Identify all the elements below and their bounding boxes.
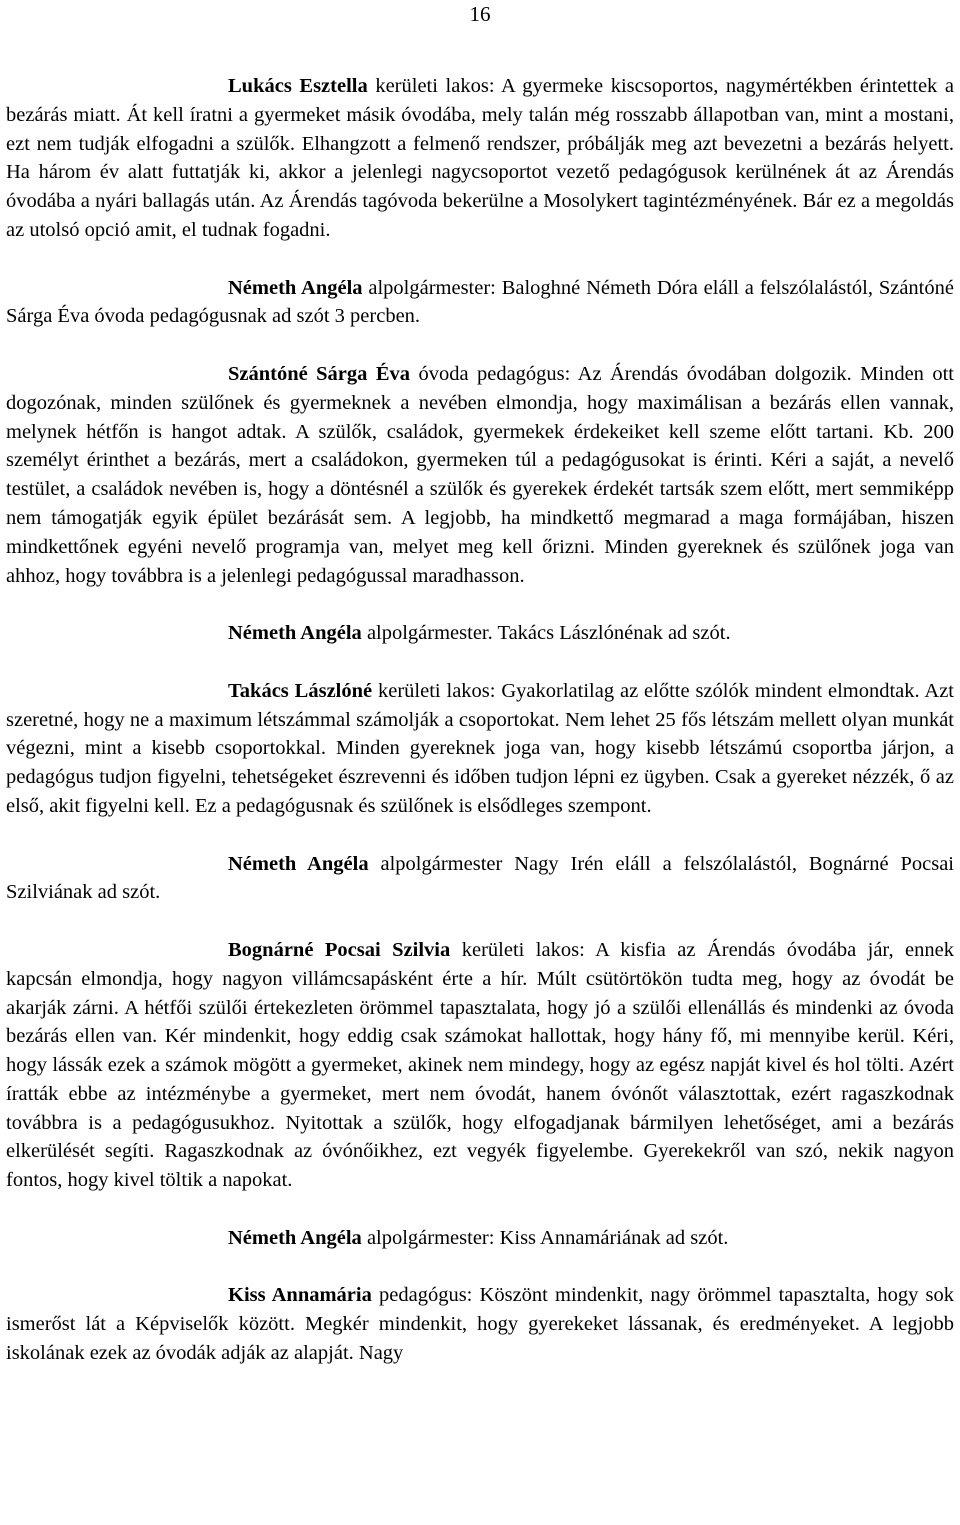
paragraph (6, 619, 954, 648)
paragraph (6, 274, 954, 332)
page-number: 16 (469, 2, 491, 26)
paragraph (6, 360, 954, 590)
paragraph-text: óvoda pedagógus: Az Árendás óvodában dolgozik. Minden ott dogozónak, minden szülőnek és gyermeknek a nevében elmondja, hogy maximálisan a bezárás ellen vannak, melynek hétfőn is hangot adtak. A szülők, családok, gyermekek érdekeiket kell szeme előtt tartani. Kb. 200 személyt érinthet a bezárás, mert a családokon, gyermeken túl a pedagógusokat is érinti. Kéri a saját, a nevelő testület, a családok nevében is, hogy a döntésnél a szülők és gyerekek érdekét tartsák szem előtt, mert semmiképp nem támogatják egyik épület bezárását sem. A legjobb, ha mindkettő megmarad a maga formájában, hiszen mindkettőnek egyéni nevelő programja van, melyet meg kell őrizni. Minden gyereknek és szülőnek joga van ahhoz, hogy továbbra is a jelenlegi pedagógussal maradhasson. (6, 362, 954, 587)
paragraph (6, 1281, 954, 1367)
paragraph-text: kerületi lakos: A gyermeke kiscsoportos, nagymértékben érintettek a bezárás miatt. Át kell íratni a gyermeket másik óvodába, mely talán még rosszabb állapotban van, mint a mostani, ezt nem tudják elfogadni a szülők. Elhangzott a felmenő rendszer, próbálják meg azt bevezetni a bezárás helyett. Ha három év alatt futtatják ki, akkor a jelenlegi nagycsoportot vezető pedagógusok kerülnének át az Árendás óvodába a nyári ballagás után. Az Árendás tagóvoda bekerülne a Mosolykert tagintézményének. Bár ez a megoldás az utolsó opció amit, el tudnak fogadni. (6, 75, 955, 241)
speaker-name: Németh Angéla (228, 622, 362, 645)
paragraph (6, 936, 954, 1195)
paragraph-text: alpolgármester: Kiss Annamáriának ad szót. (361, 1226, 729, 1249)
paragraph-text: alpolgármester Nagy Irén eláll a felszólalástól, Bognárné Pocsai Szilviának ad szót. (6, 852, 954, 904)
paragraph-text: pedagógus: Köszönt mindenkit, nagy örömmel tapasztalta, hogy sok ismerőst lát a Képviselők között. Megkér mindenkit, hogy gyerekeket lássanak, és eredményeket. A legjobb iskolának ezek az óvodák adják az alapját. Nagy (6, 1284, 954, 1365)
speaker-name: Bognárné Pocsai Szilvia (228, 938, 451, 961)
speaker-name: Németh Angéla (228, 1226, 362, 1249)
paragraph (6, 677, 954, 821)
paragraph (6, 72, 954, 245)
document-body (6, 72, 954, 1368)
paragraph-text: kerületi lakos: A kisfia az Árendás óvodába jár, ennek kapcsán elmondja, hogy nagyon villámcsapásként érte a hír. Múlt csütörtökön tudta meg, hogy az óvodát be akarják zárni. A hétfői szülői értekezleten örömmel tapasztalata, hogy jó a szülői ellenállás és mindenki az óvoda bezárás ellen van. Kér mindenkit, hogy eddig csak számokat hallottak, hogy hány fő, mi mennyibe kerül. Kéri, hogy lássák ezek a számok mögött a gyermeket, akinek nem mindegy, hogy az egész napját kivel és hol tölti. Azért íratták ebbe az intézménybe a gyermeket, mert nem óvodát, hanem óvónőt választottak, ezért ragaszkodnak továbbra is a pedagógusukhoz. Nyitottak a szülők, hogy elfogadjanak bármilyen lehetőséget, ami a bezárás elkerülését segíti. Ragaszkodnak az óvónőikhez, ezt vegyék figyelembe. Gyerekekről van szó, nekik nagyon fontos, hogy kivel töltik a napokat. (6, 938, 954, 1192)
speaker-name: Szántóné Sárga Éva (228, 362, 411, 385)
paragraph (6, 850, 954, 908)
paragraph (6, 1224, 954, 1253)
paragraph-text: alpolgármester. Takács Lászlónénak ad szót. (361, 622, 731, 645)
speaker-name: Takács Lászlóné (228, 679, 373, 702)
paragraph-text: kerületi lakos: Gyakorlatilag az előtte szólók mindent elmondtak. Azt szeretné, hogy ne a maximum létszámmal számolják a csoportokat. Nem lehet 25 fős létszám mellett olyan munkát végezni, mint a kisebb csoportokkal. Minden gyereknek joga van, hogy kisebb létszámú csoportba járjon, a pedagógus tudjon figyelni, tehetségeket észrevenni és időben tudjon lépni ez ügyben. Csak a gyereket nézzék, ő az első, akit figyelni kell. Ez a pedagógusnak és szülőnek is elsődleges szempont. (6, 679, 954, 817)
paragraph-text: alpolgármester: Baloghné Németh Dóra eláll a felszólalástól, Szántóné Sárga Éva óvoda pedagógusnak ad szót 3 percben. (6, 276, 954, 328)
speaker-name: Németh Angéla (228, 276, 363, 299)
speaker-name: Kiss Annamária (228, 1284, 372, 1307)
speaker-name: Németh Angéla (228, 852, 369, 875)
speaker-name: Lukács Esztella (228, 75, 368, 97)
